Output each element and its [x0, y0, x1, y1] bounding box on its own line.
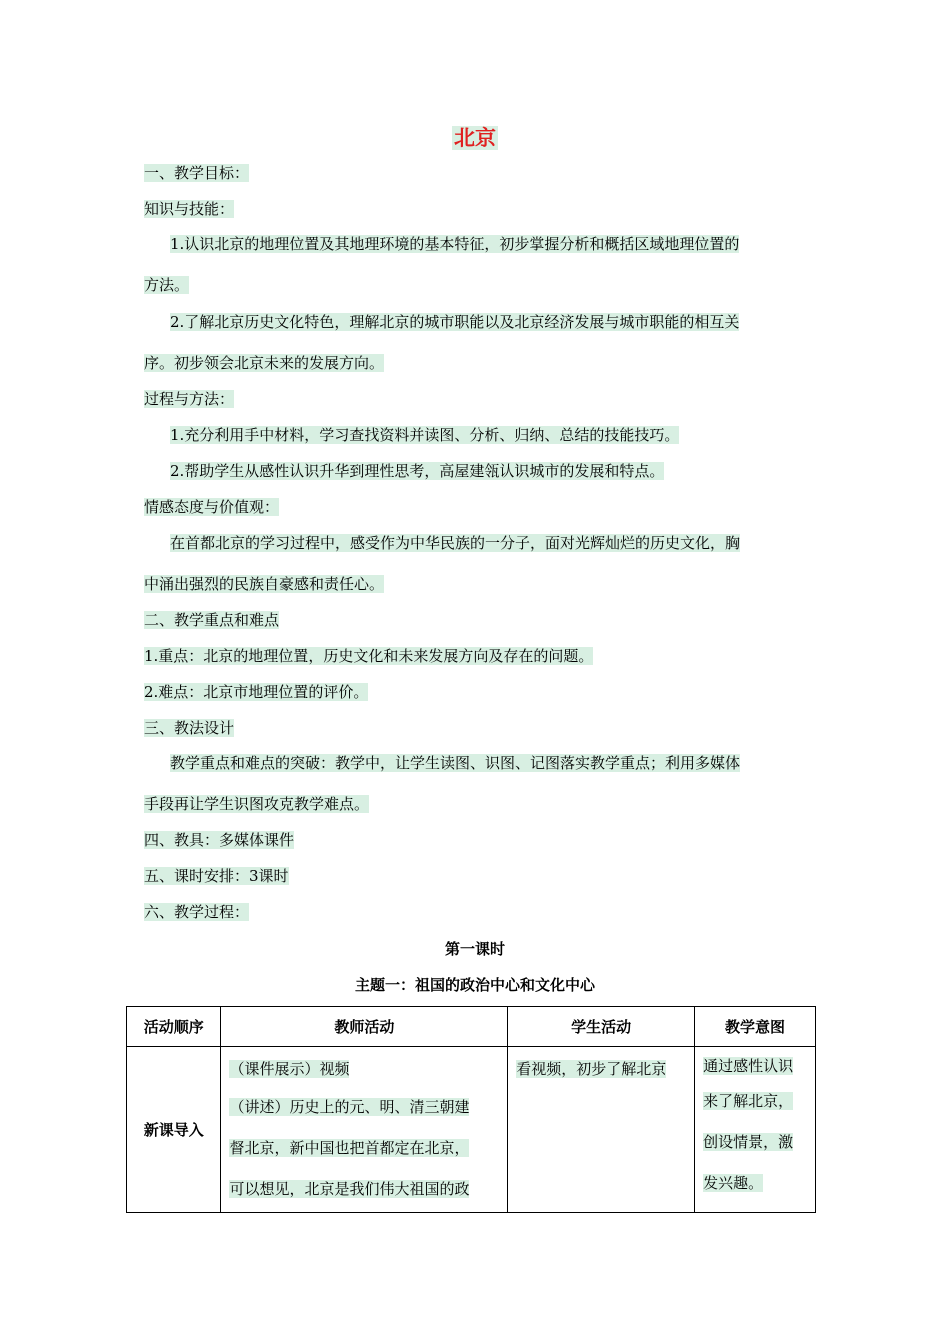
subheading-process: 过程与方法： [144, 390, 235, 408]
cell-line: 通过感性认识 [703, 1057, 794, 1075]
table-header: 活动顺序 [127, 1007, 221, 1047]
table-header: 教师活动 [221, 1007, 508, 1047]
subheading-emotion: 情感态度与价值观： [144, 498, 280, 516]
table-row [127, 1047, 816, 1213]
lesson-table [126, 1006, 816, 1213]
lesson-heading: 第一课时 [444, 940, 505, 958]
cell-line: 可以想见，北京是我们伟大祖国的政 [229, 1180, 470, 1198]
section-heading-method: 三、教法设计 [144, 719, 235, 737]
table-header-row [127, 1007, 816, 1047]
cell-line: 发兴趣。 [703, 1174, 764, 1192]
paragraph-line: 在首都北京的学习过程中，感受作为中华民族的一分子，面对光辉灿烂的历史文化，胸 [170, 534, 741, 552]
paragraph-line: 2.帮助学生从感性认识升华到理性思考，高屋建瓴认识城市的发展和特点。 [170, 462, 665, 480]
paragraph-line: 方法。 [144, 276, 190, 294]
section-heading-keypoints: 二、教学重点和难点 [144, 611, 280, 629]
subheading-knowledge: 知识与技能： [144, 200, 235, 218]
cell-line: 来了解北京， [703, 1092, 794, 1110]
student-activity-cell [508, 1047, 695, 1213]
cell-line: 创设情景，激 [703, 1133, 794, 1151]
theme-heading: 主题一：祖国的政治中心和文化中心 [354, 976, 595, 994]
table-header: 教学意图 [695, 1007, 816, 1047]
paragraph-line: 教学重点和难点的突破：教学中，让学生读图、识图、记图落实教学重点；利用多媒体 [170, 754, 741, 772]
paragraph-line: 2.难点：北京市地理位置的评价。 [144, 683, 369, 701]
paragraph-line: 序。初步领会北京未来的发展方向。 [144, 354, 385, 372]
paragraph-line: 中涌出强烈的民族自豪感和责任心。 [144, 575, 385, 593]
section-heading-goals: 一、教学目标： [144, 164, 250, 182]
row-label: 新课导入 [127, 1047, 221, 1213]
document-title: 北京 [454, 126, 496, 150]
cell-line: （讲述）历史上的元、明、清三朝建 [229, 1098, 470, 1116]
section-heading-process: 六、教学过程： [144, 903, 250, 921]
paragraph-line: 1.认识北京的地理位置及其地理环境的基本特征，初步掌握分析和概括区域地理位置的 [170, 235, 740, 253]
cell-line: 督北京，新中国也把首都定在北京， [229, 1139, 470, 1157]
section-heading-tools: 四、教具：多媒体课件 [144, 831, 295, 849]
cell-line: （课件展示）视频 [229, 1060, 350, 1078]
section-heading-schedule: 五、课时安排：3课时 [144, 867, 289, 885]
paragraph-line: 2.了解北京历史文化特色，理解北京的城市职能以及北京经济发展与城市职能的相互关 [170, 313, 740, 331]
table-header: 学生活动 [508, 1007, 695, 1047]
teaching-intent-cell [695, 1047, 816, 1213]
paragraph-line: 手段再让学生识图攻克教学难点。 [144, 795, 370, 813]
teacher-activity-cell [221, 1047, 508, 1213]
paragraph-line: 1.充分利用手中材料，学习查找资料并读图、分析、归纳、总结的技能技巧。 [170, 426, 680, 444]
cell-line: 看视频，初步了解北京 [516, 1060, 667, 1078]
paragraph-line: 1.重点：北京的地理位置，历史文化和未来发展方向及存在的问题。 [144, 647, 594, 665]
